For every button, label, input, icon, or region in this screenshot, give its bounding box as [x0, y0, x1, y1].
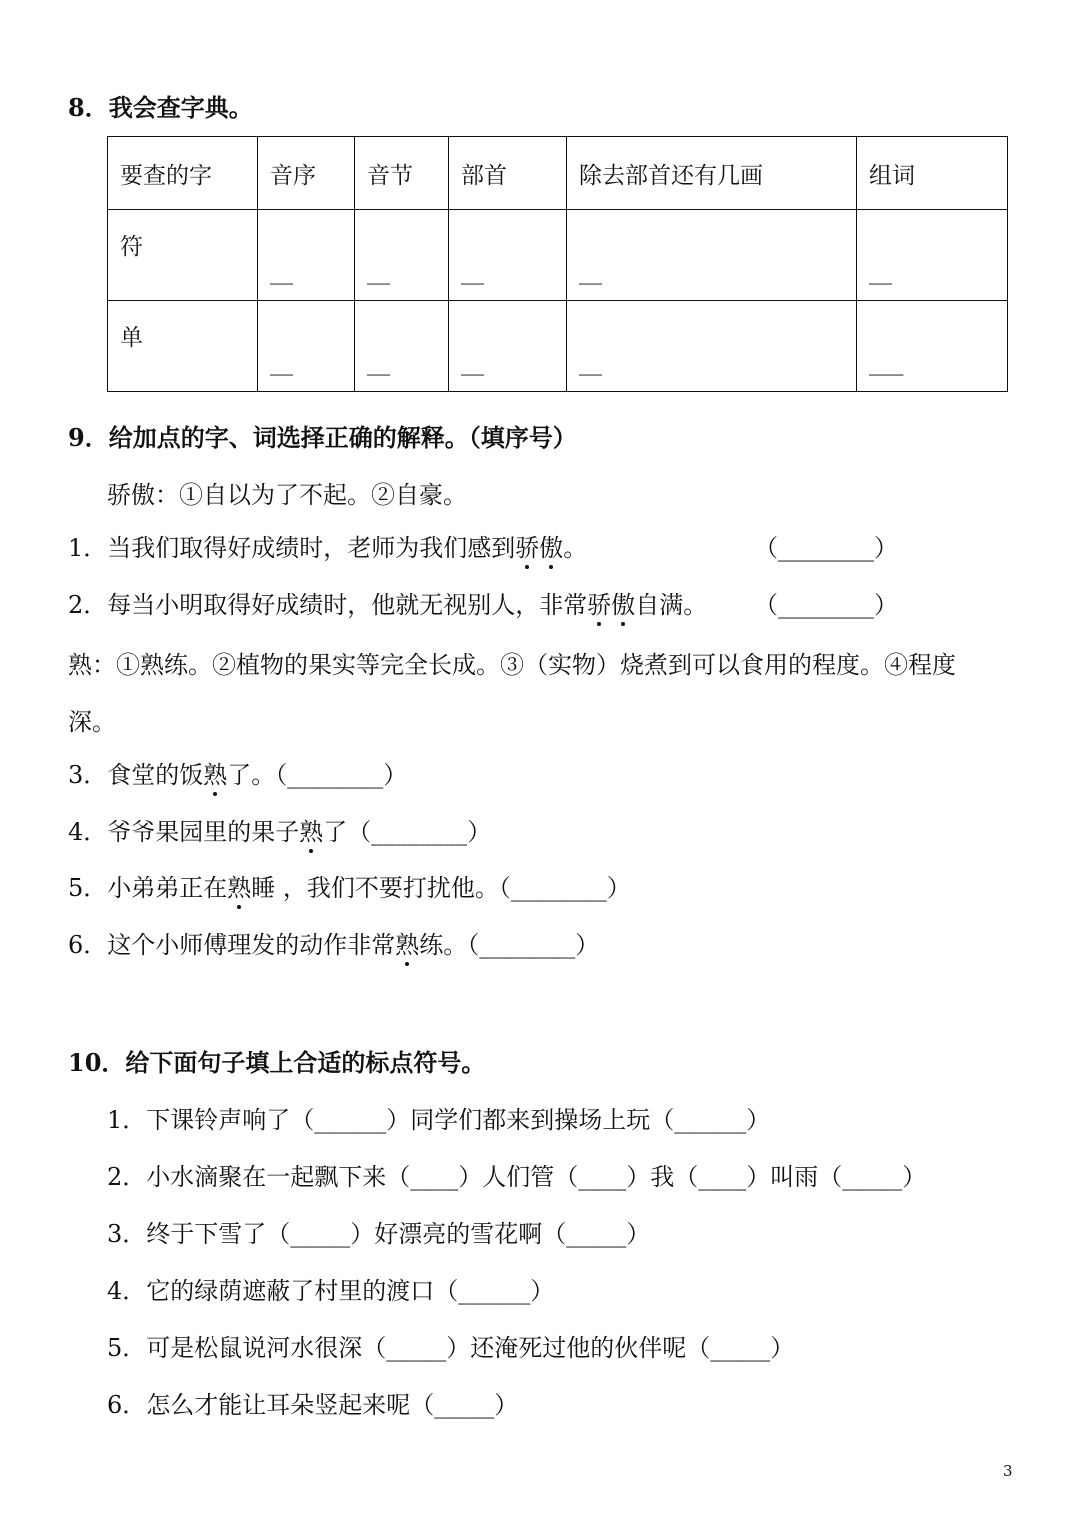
q9-heading: 9．给加点的字、词选择正确的解释。（填序号）: [68, 423, 577, 452]
q9-item-1: [68, 532, 587, 564]
blank-cell[interactable]: __: [355, 301, 449, 392]
q9-definition-shu-cont: 深。: [68, 708, 116, 736]
item-text: 自满。: [635, 591, 708, 619]
dictionary-table: [107, 136, 1008, 392]
q10-heading: 10．给下面句子填上合适的标点符号。: [68, 1048, 486, 1077]
item-text: 。: [563, 534, 588, 562]
table-header-cell: 音序: [258, 137, 355, 210]
item-text: 4．爷爷果园里的果子: [68, 818, 300, 846]
dotted-char: 骄: [515, 534, 540, 562]
dotted-word: 熟: [395, 931, 420, 959]
page-number: 3: [1003, 1462, 1013, 1480]
table-row: [108, 301, 1008, 392]
q9-item-2: [68, 589, 707, 621]
table-header-cell: 音节: [355, 137, 449, 210]
item-text: 6．这个小师傅理发的动作非常: [68, 931, 396, 959]
blank-cell[interactable]: __: [567, 301, 857, 392]
item-text: 3．食堂的饭: [68, 761, 204, 789]
table-header-cell: 组词: [857, 137, 1008, 210]
item-text: 了。（________）: [227, 761, 408, 789]
q9-definition-shu: 熟：①熟练。②植物的果实等完全长成。③（实物）烧煮到可以食用的程度。④程度: [68, 651, 956, 679]
item-text: 睡 ，我们不要打扰他。（________）: [251, 874, 631, 902]
blank-cell[interactable]: ___: [857, 301, 1008, 392]
item-text: 5．小弟弟正在: [68, 874, 228, 902]
item-text: 1．当我们取得好成绩时，老师为我们感到: [68, 534, 516, 562]
blank-cell[interactable]: __: [567, 210, 857, 301]
dotted-word: 熟: [299, 818, 324, 846]
dotted-word: 熟: [227, 874, 252, 902]
blank-cell[interactable]: __: [258, 301, 355, 392]
item-text: 2．每当小明取得好成绩时，他就无视别人，非常: [68, 591, 588, 619]
q9-item-3: [68, 759, 407, 791]
answer-blank[interactable]: （________）: [754, 534, 898, 562]
table-header-cell: 部首: [449, 137, 567, 210]
dotted-char: 骄: [587, 591, 612, 619]
blank-cell[interactable]: __: [449, 210, 567, 301]
q9-definition-jiaoao: 骄傲：①自以为了不起。②自豪。: [107, 481, 467, 509]
blank-cell[interactable]: __: [857, 210, 1008, 301]
q10-item-5: 5．可是松鼠说河水很深（_____）还淹死过他的伙伴呢（_____）: [107, 1334, 795, 1362]
answer-blank[interactable]: （________）: [754, 591, 898, 619]
q10-item-3: 3．终于下雪了（_____）好漂亮的雪花啊（_____）: [107, 1220, 651, 1248]
row-char: 符: [108, 210, 258, 301]
q10-item-6: 6．怎么才能让耳朵竖起来呢（_____）: [107, 1391, 519, 1419]
table-row: [108, 210, 1008, 301]
dotted-word: [515, 534, 563, 562]
dotted-char: 傲: [611, 591, 636, 619]
q10-item-1: 1．下课铃声响了（______）同学们都来到操场上玩（______）: [107, 1106, 771, 1134]
q10-item-4: 4．它的绿荫遮蔽了村里的渡口（______）: [107, 1277, 555, 1305]
blank-cell[interactable]: __: [258, 210, 355, 301]
table-header-cell: 除去部首还有几画: [567, 137, 857, 210]
dotted-char: 傲: [539, 534, 564, 562]
q10-item-2: 2．小水滴聚在一起飘下来（____）人们管（____）我（____）叫雨（_____）: [107, 1163, 927, 1191]
q9-item-5: [68, 872, 631, 904]
blank-cell[interactable]: __: [355, 210, 449, 301]
q9-item-6: [68, 929, 599, 961]
q8-heading: 8．我会查字典。: [68, 93, 253, 122]
blank-cell[interactable]: __: [449, 301, 567, 392]
table-header-row: [108, 137, 1008, 210]
dotted-word: 熟: [203, 761, 228, 789]
dotted-word: [587, 591, 635, 619]
item-text: 练。（________）: [419, 931, 600, 959]
q9-item-4: [68, 816, 491, 848]
item-text: 了（________）: [323, 818, 492, 846]
row-char: 单: [108, 301, 258, 392]
table-header-cell: 要查的字: [108, 137, 258, 210]
